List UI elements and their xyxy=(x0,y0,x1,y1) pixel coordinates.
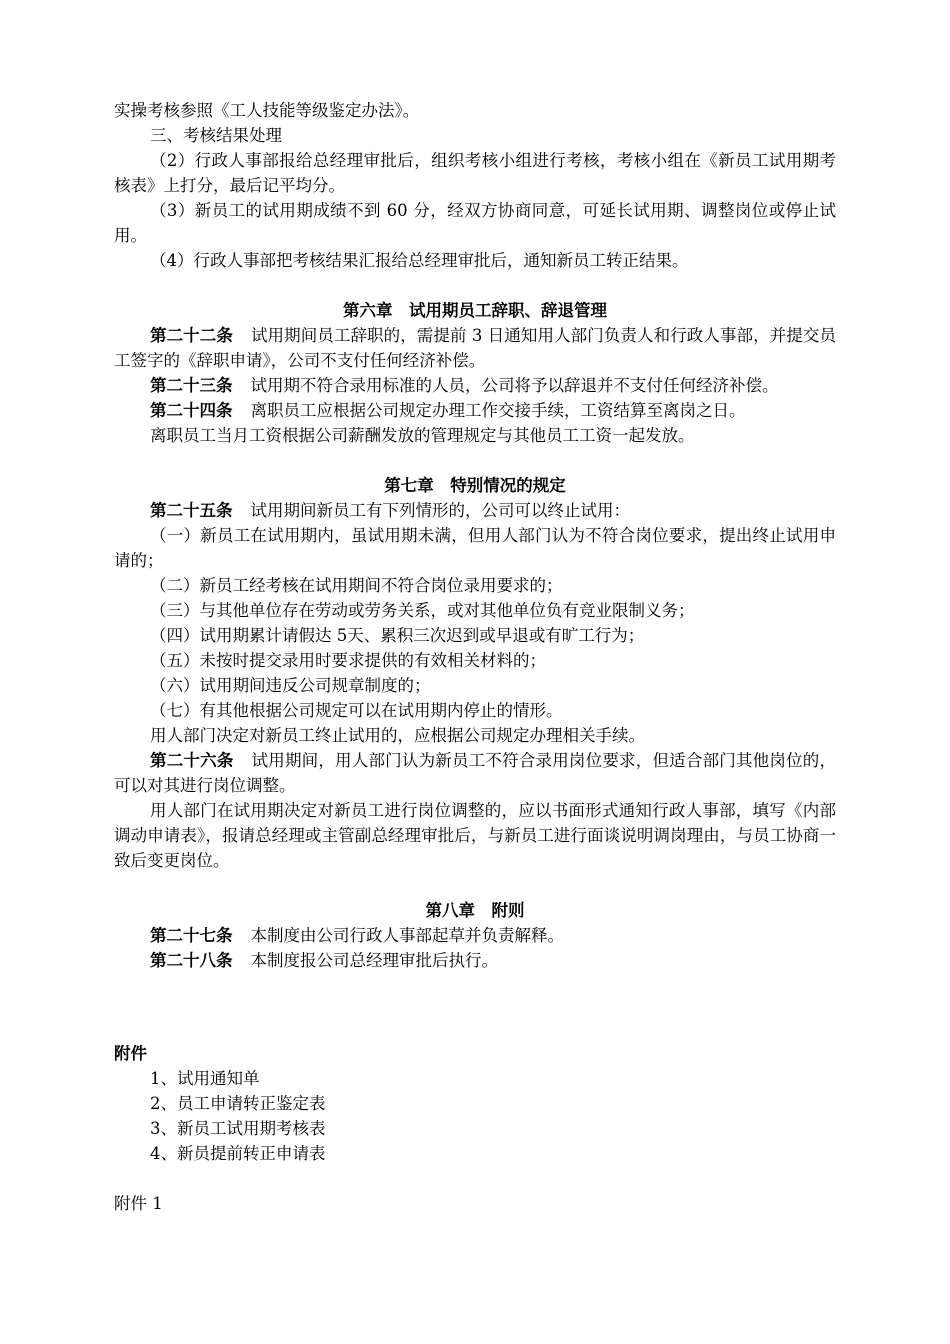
spacer xyxy=(114,973,836,1041)
spacer xyxy=(114,873,836,898)
article-23 xyxy=(114,373,836,398)
paragraph-result-3: （3）新员工的试用期成绩不到 60 分，经双方协商同意，可延长试用期、调整岗位或停止试用。 xyxy=(114,201,836,245)
attachment-item: 1、试用通知单 xyxy=(150,1069,260,1088)
list-item: （四）试用期累计请假达 5天、累积三次迟到或早退或有旷工行为； xyxy=(150,626,645,645)
article-28-label: 第二十八条 xyxy=(150,951,233,970)
attachment-item: 4、新员提前转正申请表 xyxy=(150,1144,326,1163)
article-25-paragraph-2: 用人部门决定对新员工终止试用的，应根据公司规定办理相关手续。 xyxy=(150,726,645,745)
paragraph-result-2: （2）行政人事部报给总经理审批后，组织考核小组进行考核，考核小组在《新员工试用期考核表》上打分，最后记平均分。 xyxy=(114,151,836,195)
list-item: （三）与其他单位存在劳动或劳务关系，或对其他单位负有竞业限制义务； xyxy=(150,601,695,620)
article-24-text: 离职员工应根据公司规定办理工作交接手续，工资结算至离岗之日。 xyxy=(250,401,746,420)
spacer xyxy=(114,273,836,298)
article-26-text: 试用期间，用人部门认为新员工不符合录用岗位要求，但适合部门其他岗位的，可以对其进行岗位调整。 xyxy=(114,751,837,795)
article-28 xyxy=(114,948,836,973)
spacer xyxy=(114,448,836,473)
article-22-text: 试用期间员工辞职的，需提前 3 日通知用人部门负责人和行政人事部，并提交员工签字的《辞职申请》，公司不支付任何经济补偿。 xyxy=(114,326,836,370)
article-25-label: 第二十五条 xyxy=(150,501,233,520)
article-22-label: 第二十二条 xyxy=(150,326,233,345)
chapter-8-title: 第八章 附则 xyxy=(425,901,525,920)
article-23-text: 试用期不符合录用标准的人员，公司将予以辞退并不支付任何经济补偿。 xyxy=(250,376,779,395)
document-page xyxy=(114,98,836,1216)
article-27-text: 本制度由公司行政人事部起草并负责解释。 xyxy=(250,926,564,945)
article-25-text: 试用期间新员工有下列情形的，公司可以终止试用： xyxy=(250,501,630,520)
article-26-label: 第二十六条 xyxy=(150,751,234,770)
article-24-paragraph-2: 离职员工当月工资根据公司薪酬发放的管理规定与其他员工工资一起发放。 xyxy=(150,426,695,445)
section-heading-results: 三、考核结果处理 xyxy=(150,126,282,145)
list-item: （二）新员工经考核在试用期间不符合岗位录用要求的； xyxy=(150,576,563,595)
attachment-item: 3、新员工试用期考核表 xyxy=(150,1119,326,1138)
attachment-1-heading: 附件 1 xyxy=(114,1194,163,1213)
article-27 xyxy=(114,923,836,948)
paragraph-assessment-reference: 实操考核参照《工人技能等级鉴定办法》。 xyxy=(114,101,420,120)
article-24-label: 第二十四条 xyxy=(150,401,233,420)
chapter-7-title: 第七章 特别情况的规定 xyxy=(384,476,566,495)
article-24 xyxy=(114,398,836,423)
list-item: （五）未按时提交录用时要求提供的有效相关材料的； xyxy=(150,651,546,670)
list-item: （六）试用期间违反公司规章制度的； xyxy=(150,676,431,695)
article-28-text: 本制度报公司总经理审批后执行。 xyxy=(250,951,498,970)
list-item: （七）有其他根据公司规定可以在试用期内停止的情形。 xyxy=(150,701,563,720)
attachment-list xyxy=(114,1066,836,1166)
article-23-label: 第二十三条 xyxy=(150,376,233,395)
appendix-title: 附件 xyxy=(114,1044,147,1063)
article-26-paragraph-2: 用人部门在试用期决定对新员工进行岗位调整的，应以书面形式通知行政人事部，填写《内部调动申请表》，报请总经理或主管副总经理审批后，与新员工进行面谈说明调岗理由，与员工协商一致后变更岗位。 xyxy=(114,801,836,870)
list-item: （一）新员工在试用期内，虽试用期未满，但用人部门认为不符合岗位要求，提出终止试用申请的； xyxy=(114,526,836,570)
chapter-6-title: 第六章 试用期员工辞职、辞退管理 xyxy=(343,301,607,320)
article-25 xyxy=(114,498,836,523)
paragraph-result-4: （4）行政人事部把考核结果汇报给总经理审批后，通知新员工转正结果。 xyxy=(150,251,689,270)
article-22 xyxy=(114,323,836,373)
spacer xyxy=(114,1166,836,1191)
article-26 xyxy=(114,748,836,798)
attachment-item: 2、员工申请转正鉴定表 xyxy=(150,1094,326,1113)
article-27-label: 第二十七条 xyxy=(150,926,233,945)
